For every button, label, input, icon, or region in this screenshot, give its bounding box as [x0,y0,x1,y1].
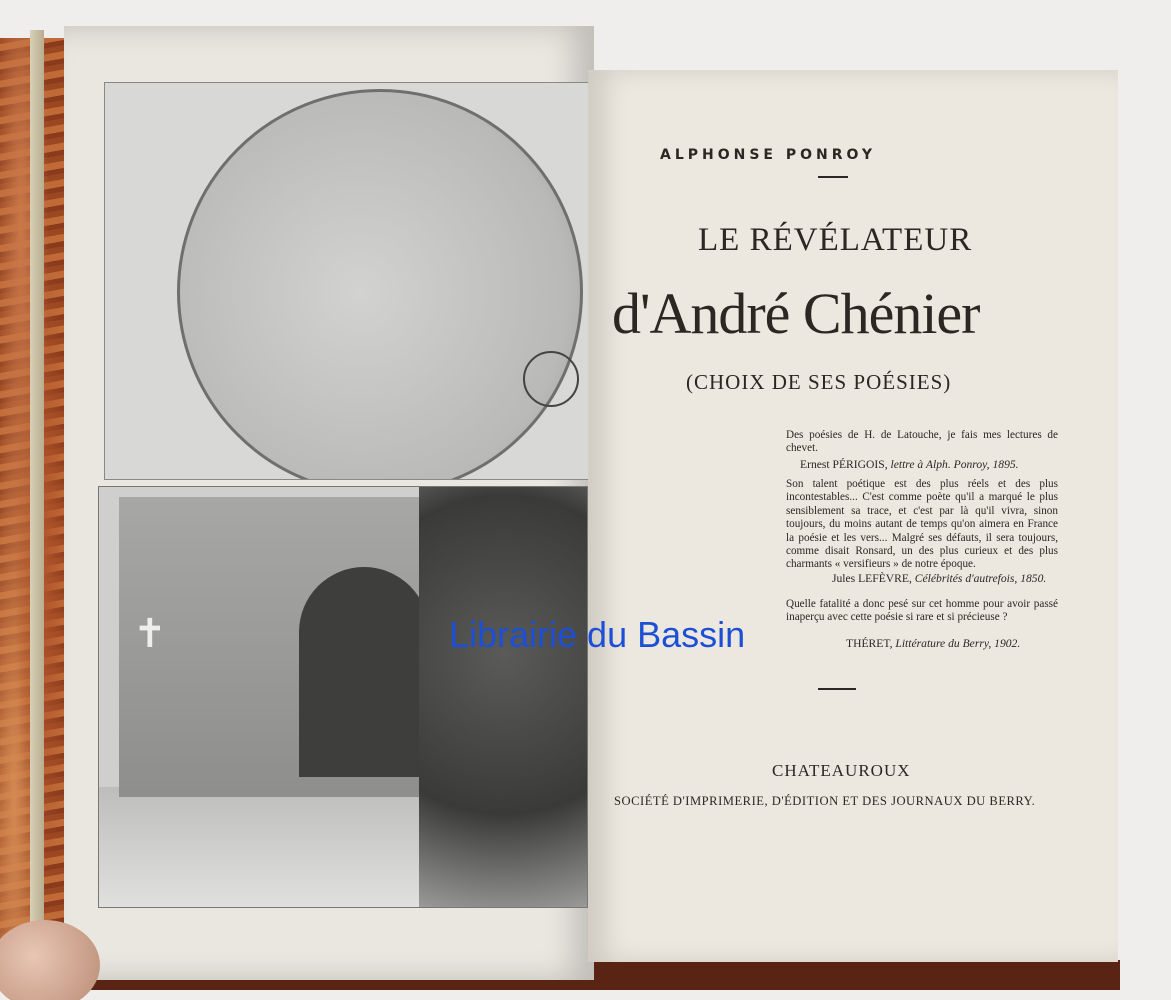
portrait-medallion-plate [104,82,590,480]
divider [818,688,856,690]
imprint-publisher: SOCIÉTÉ D'IMPRIMERIE, D'ÉDITION ET DES JOURNAUX DU BERRY. [614,794,1036,808]
attribution-name: Ernest PÉRIGOIS, [800,458,888,471]
imprint-city: CHATEAUROUX [772,761,911,780]
title-line-2: d'André Chénier [612,281,980,346]
monument-plate [98,486,588,908]
watermark-text: Librairie du Bassin [449,614,746,655]
title-line-1: LE RÉVÉLATEUR [698,222,973,258]
monument-arch [299,567,429,777]
epigraph-attribution [832,572,1046,585]
epigraph-attribution [800,458,1019,471]
epigraph-attribution [846,637,1020,650]
attribution-name: THÉRET, [846,637,893,650]
medallion-relief [177,89,583,480]
page-edges [30,30,44,980]
author-name: ALPHONSE PONROY [660,147,877,163]
epigraph-quote: Des poésies de H. de Latouche, je fais mes lectures de chevet. [786,429,1058,455]
library-stamp [523,351,579,407]
trees [419,487,588,907]
epigraph-quote: Son talent poétique est des plus réels et des plus incontestables... C'est comme poète qu'il a marqué le plus sensiblement sa trace, et c'est par là qu'il vivra, sinon toujours, du moins autant de temps qu'on aimera en France la poésie et les vers... Malgré ses défauts, il sera toujours, comme disait Ronsard, un des plus curieux et des plus charmants « versifieurs » de notre époque. [786,478,1058,571]
attribution-source: Littérature du Berry, 1902. [895,637,1021,650]
epigraph-quote: Quelle fatalité a donc pesé sur cet homme pour avoir passé inaperçu avec cette poésie si rare et si précieuse ? [786,598,1058,624]
attribution-source: lettre à Alph. Ponroy, 1895. [890,458,1019,471]
cross-icon: ✝ [133,611,167,657]
attribution-name: Jules LEFÈVRE, [832,572,912,585]
divider [818,176,848,178]
attribution-source: Célébrités d'autrefois, 1850. [914,572,1047,585]
subtitle: (CHOIX DE SES POÉSIES) [686,370,952,394]
